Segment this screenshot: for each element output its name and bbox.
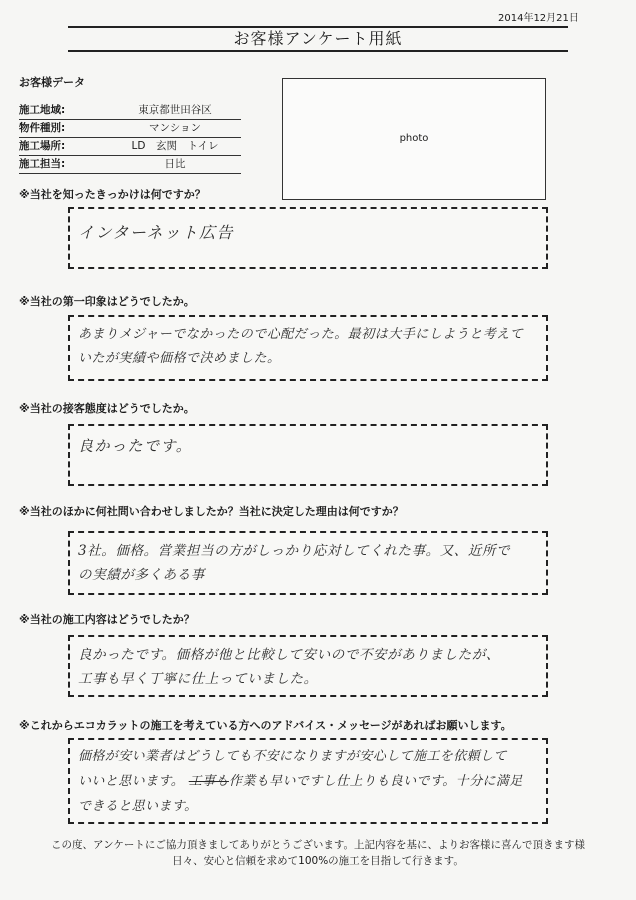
question-3: ※当社の接客態度はどうでしたか。 <box>19 402 195 415</box>
answer-box-4 <box>68 531 548 595</box>
footer-message <box>24 837 612 869</box>
info-row-property-type <box>19 120 241 138</box>
question-1: ※当社を知ったきっかけは何ですか？ <box>19 188 206 201</box>
photo-label: photo <box>399 133 429 144</box>
info-label: 施工地域: <box>19 104 66 116</box>
info-value: LD 玄関 トイレ <box>131 140 219 152</box>
answer-line: 3社。価格。営業担当の方がしっかり応対してくれた事。又、近所で <box>78 543 511 559</box>
answer-fragment: いいと思います。 <box>78 774 185 789</box>
answer-line: できると思います。 <box>78 799 198 814</box>
customer-info-table <box>19 102 241 174</box>
survey-date: 2014年12月21日 <box>498 13 579 24</box>
answer-line: の実績が多くある事 <box>78 567 205 583</box>
info-row-staff <box>19 156 241 174</box>
answer-line <box>78 769 542 794</box>
question-5: ※当社の施工内容はどうでしたか？ <box>19 613 195 626</box>
question-2: ※当社の第一印象はどうでしたか。 <box>19 295 195 308</box>
answer-line: 価格が安い業者はどうしても不安になりますが安心して施工を依頼して <box>78 749 507 764</box>
answer-fragment: 作業も早いですし仕上りも良いです。十分に満足 <box>228 774 523 789</box>
answer-line: インターネット広告 <box>78 223 235 242</box>
info-row-location <box>19 138 241 156</box>
footer-line-1: この度、アンケートにご協力頂きましてありがとうございます。上記内容を基に、よりお客様に喜んで頂きます様 <box>50 839 586 851</box>
page-title: お客様アンケート用紙 <box>68 26 568 52</box>
question-4: ※当社のほかに何社問い合わせしましたか？当社に決定した理由は何ですか？ <box>19 505 404 518</box>
info-row-area <box>19 102 241 120</box>
answer-line: 良かったです。価格が他と比較して安いので不安がありましたが、 <box>78 647 500 663</box>
info-label: 施工担当: <box>19 158 66 170</box>
answer-box-6 <box>68 738 548 824</box>
info-value: マンション <box>148 122 202 134</box>
answer-line: あまりメジャーでなかったので心配だった。最初は大手にしようと考えて <box>78 327 524 342</box>
info-label: 物件種別: <box>19 122 66 134</box>
info-value: 東京都世田谷区 <box>138 104 212 116</box>
struck-text: 工事も <box>188 774 229 789</box>
customer-data-heading: お客様データ <box>19 76 85 89</box>
info-value: 日比 <box>164 158 186 170</box>
answer-box-3 <box>68 424 548 486</box>
photo-placeholder <box>282 78 546 200</box>
answer-line: いたが実績や価格で決めました。 <box>78 351 281 366</box>
answer-box-1 <box>68 207 548 269</box>
footer-line-2: 日々、安心と信頼を求めて100%の施工を目指して行きます。 <box>172 855 464 867</box>
answer-line: 良かったです。 <box>78 437 193 455</box>
question-6: ※これからエコカラットの施工を考えている方へのアドバイス・メッセージがあればお願いします。 <box>19 719 512 732</box>
answer-line: 工事も早く丁寧に仕上っていました。 <box>78 671 318 687</box>
info-label: 施工場所: <box>19 140 66 152</box>
answer-box-2 <box>68 315 548 381</box>
answer-box-5 <box>68 635 548 697</box>
